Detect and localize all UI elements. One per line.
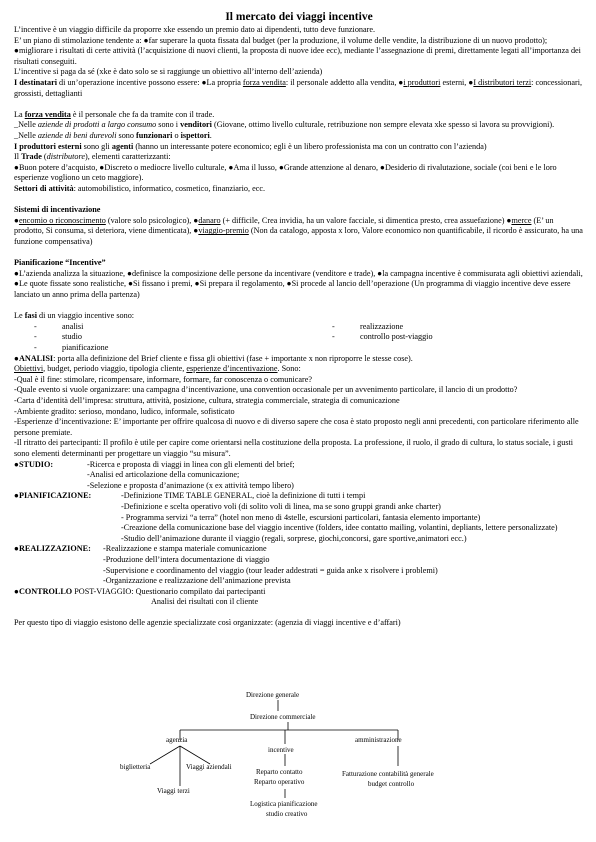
studio-block: ●STUDIO: -Ricerca e proposta di viaggi in linea con gli elementi del brief; -Analisi ed articolazione della comunicazione; -Selezione e proposta d’animazione (x ex attività tempo libero) (14, 459, 295, 490)
realizzazione-block: ●REALIZZAZIONE: -Realizzazione e stampa materiale comunicazione -Produzione dell’intera documentazione di viaggio -Supervisione e coordinamento del viaggio (tour leader addestrati = guida anke x risolvere i problemi) -Organizzazione e realizzazione dell’animazione prevista (14, 544, 438, 586)
controllo-line: ●CONTROLLO POST-VIAGGIO: Questionario compilato dai partecipanti (14, 586, 266, 596)
document-page (14, 10, 584, 629)
org-budget: budget controllo (368, 780, 415, 788)
list-item: - controllo post-viaggio (332, 332, 433, 342)
org-chart-connectors (0, 686, 596, 842)
org-incentive: incentive (268, 746, 294, 754)
org-amministrazione: amministrazione (355, 736, 402, 744)
list-item: - studio (34, 332, 83, 342)
org-studio-creativo: studio creativo (266, 810, 308, 818)
destinatari-paragraph: I destinatari di un’operazione incentive possono essere: ●La propria forza vendita: il personale addetto alla vendita, ●i produttori esterni, ●I distributori terzi: concessionari, grossisti, dettaglianti (14, 77, 583, 98)
list-item: - analisi (34, 321, 84, 331)
analisi-line: ●ANALISI: porta alla definizione del Brief cliente e fissa gli obiettivi (fase + importante x non riproporre le stesse cose). (14, 353, 413, 363)
intro-line-1: L’incentive è un viaggio difficile da proporre xke essendo un premio dato ai dipendenti, tutto deve funzionare. (14, 25, 376, 34)
analisi-item: -Il ritratto dei partecipanti: Il profilo è utile per capire come orientarsi nella costituzione della proposta. La professione, il ruolo, il grado di cultura, lo status sociale, i gusti sono elementi determinanti per progettare un viaggio “su misura”. (14, 438, 574, 458)
org-biglietteria: biglietteria (120, 763, 151, 771)
org-logistica: Logistica pianificazione (250, 800, 318, 808)
intro-line-3: L’incentive si paga da sé (xke è dato solo se si raggiunge un obiettivo all’interno dell’azienda) (14, 67, 323, 77)
fasi-intro: Le fasi di un viaggio incentive sono: (14, 311, 135, 321)
org-viaggi-aziendali: Viaggi aziendali (186, 763, 232, 771)
obiettivi-line: Obiettivi, budget, periodo viaggio, tipologia cliente, esperienze d’incentivazione. Sono: (14, 364, 301, 374)
pianificazione-heading: Pianificazione “Incentive” (14, 258, 106, 268)
sistemi-paragraph: ●encomio o riconoscimento (valore solo psicologico), ●danaro (+ difficile, Crea invidia, ha un valore facciale, si dimentica presto, crea assuefazione) ●merce (E’ un prodotto, Si consuma, si deteriora, viene dimenticata), ●viaggio-premio (Non da catalogo, apposta x loro, Valore economico non quantificabile, il ricordo è assicurato, ha una funzione compensativa) (14, 215, 583, 246)
org-viaggi-terzi: Viaggi terzi (157, 787, 190, 795)
sistemi-heading: Sistemi di incentivazione (14, 205, 101, 215)
controllo-line-2: Analisi dei risultati con il cliente (151, 597, 259, 607)
org-reparto-contatto: Reparto contatto (256, 768, 303, 776)
intro-line-2: E’ un piano di stimolazione tendente a: ●far superare la quota fissata dal budget (per la produzione, il volume delle vendite, la distribuzione di un nuovo prodotto); ●migliorare i risultati di certe attività (l’acquisizione di nuovi clienti, la proposta di nuove idee ecc), mediante l’assegnazione di premi, direttamente legati all’importanza dei risultati conseguiti. (14, 35, 581, 66)
list-item: - pianificazione (34, 342, 109, 352)
org-reparto-operativo: Reparto operativo (254, 778, 305, 786)
org-fatturazione: Fatturazione contabilità generale (342, 770, 434, 778)
analisi-item: -Esperienze d’incentivazione: E’ importante per offrire qualcosa di nuovo e di diverso sapere che cosa è stato proposto negli anni precedenti, con particolare riferimento alle persone premiate. (14, 417, 579, 437)
list-item: - realizzazione (332, 321, 404, 331)
pianificazione-paragraph: ●L’azienda analizza la situazione, ●definisce la composizione delle persone da incentivare (venditore e trade), ●la campagna incentive è commisurata agli obiettivi aziendali, ●Le quote fissate sono realistiche, ●Si fissano i premi, ●Si prepara il regolamento, ●Si procede al lancio dell’operazione (Un programma di viaggio incentive deve essere lanciato un anno prima della partenza) (14, 268, 583, 299)
org-root: Direzione generale (246, 691, 300, 699)
analisi-item: -Qual è il fine: stimolare, ricompensare, informare, formare, far conoscenza o comunicare? (14, 374, 313, 384)
largo-consumo-line: _Nelle aziende di prodotti a largo consumo sono i venditori (Giovane, ottimo livello culturale, retribuzione non sempre elevata xke spesso si lavora su provvigioni). (14, 120, 555, 130)
analisi-item: -Carta d’identità dell’impresa: struttura, attività, posizione, cultura, strategia commerciale, strategia di comunicazione (14, 396, 400, 405)
agenzie-line: Per questo tipo di viaggio esistono delle agenzie specializzate così organizzate: (agenzia di viaggi incentive e d’affari) (14, 618, 401, 628)
settori-line: Settori di attività: automobilistico, informatico, cosmetico, finanziario, ecc. (14, 183, 266, 193)
org-chart (0, 686, 596, 842)
destinatari-label: I destinatari (14, 77, 57, 87)
org-agenzia: agenzia (166, 736, 188, 744)
phases-list (14, 322, 584, 354)
pianificazione-block: ●PIANIFICAZIONE: -Definizione TIME TABLE GENERAL, cioè la definizione di tutti i tempi -Definizione e scelta operativo voli (di solito voli di linea, ma se sono gruppi grandi anke charter) - Programma servizi “a terra” (hotel non meno di 4stelle, escursioni particolari, fantasia elemento importante) -Creazione della comunicazione base del viaggio incentive (folders, idee contatto mailing, volantini, depliants, lettere personalizzate) -Studio dell’animazione durante il viaggio (regali, sorprese, giochi,concorsi, gare sportive,animatori ecc.) (14, 491, 558, 543)
forza-vendita-line: La forza vendita è il personale che fa da tramite con il trade. (14, 109, 215, 119)
analisi-item: -Quale evento si vuole organizzare: una campagna d’incentivazione, una convention occasionale per un avvenimento particolare, il lancio di un prodotto? (14, 385, 518, 395)
analisi-item: -Ambiente gradito: serioso, mondano, ludico, informale, sofisticato (14, 406, 235, 416)
trade-line: Il Trade (distributore), elementi caratterizzanti: (14, 152, 171, 162)
page-title: Il mercato dei viaggi incentive (225, 11, 373, 23)
produttori-esterni-line: I produttori esterni sono gli agenti (hanno un interessante potere economico; egli è un libero professionista ma con un contratto con l’azienda) (14, 141, 487, 151)
beni-durevoli-line: _Nelle aziende di beni durevoli sono funzionari o ispettori. (14, 130, 212, 140)
trade-characteristics: ●Buon potere d’acquisto, ●Discreto o mediocre livello culturale, ●Ama il lusso, ●Grande attenzione al denaro, ●Desiderio di rivalutazione, sociale (coi beni e le loro esperienze vogliono un ceto maggiore). (14, 162, 557, 183)
org-commercial: Direzione commerciale (250, 713, 316, 721)
